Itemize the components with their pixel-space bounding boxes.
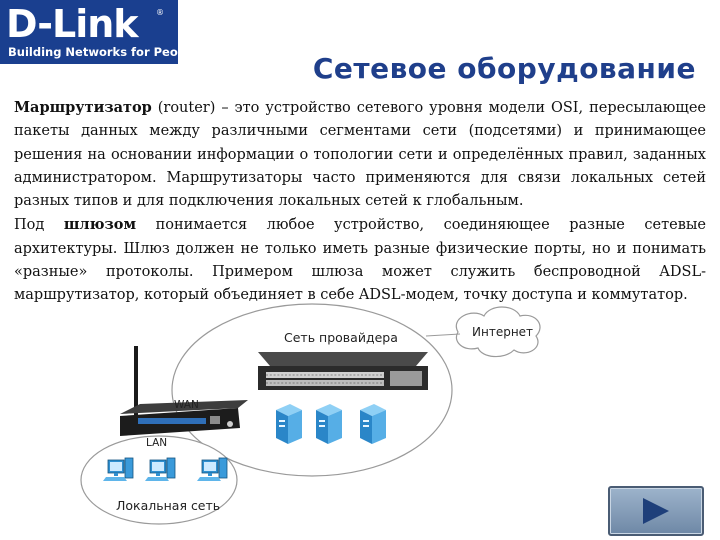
network-diagram	[80, 300, 550, 525]
network-switch-icon	[258, 352, 428, 390]
dlink-logo	[0, 0, 198, 64]
term-router: Маршрутизатор	[14, 99, 152, 116]
next-slide-button[interactable]	[608, 486, 704, 536]
paragraph-router	[14, 96, 706, 213]
lan-label: LAN	[146, 437, 168, 449]
gateway-definition: понимается любое устройство, соединяющее разные сетевые архитектуры. Шлюз должен не только иметь разные физические порты, но и понимать «разные» протоколы. Примером шлюза может служить беспроводной ADSL-маршрутизатор, который объединяет в себе ADSL-модем, точку доступа и коммутатор.	[14, 217, 706, 304]
router-definition: (router) – это устройство сетевого уровня модели OSI, пересылающее пакеты данных между различными сегментами сети (подсетями) и принимающее решения на основании информации о топологии сети и определённых правил, заданных администратором. Маршрутизаторы часто применяются для связи локальных сетей разных типов и для подключения локальных сетей к глобальным.	[14, 100, 706, 210]
gateway-prefix: Под	[14, 217, 64, 234]
paragraph-gateway	[14, 213, 706, 307]
body-text	[14, 96, 706, 308]
server-icon	[276, 404, 302, 444]
page-title: Сетевое оборудование	[312, 52, 696, 85]
term-gateway: шлюзом	[63, 216, 137, 234]
wan-label: WAN	[174, 399, 199, 411]
provider-network-label: Сеть провайдера	[284, 330, 398, 345]
internet-link	[426, 334, 460, 336]
local-network-label: Локальная сеть	[116, 498, 221, 513]
logo-tagline: Building Networks for People	[8, 45, 198, 59]
logo-registered-mark: ®	[156, 8, 164, 17]
play-arrow-icon	[643, 498, 669, 524]
internet-label: Интернет	[472, 325, 534, 339]
logo-brand: D-Link	[6, 2, 138, 46]
server-icon	[360, 404, 386, 444]
server-icon	[316, 404, 342, 444]
